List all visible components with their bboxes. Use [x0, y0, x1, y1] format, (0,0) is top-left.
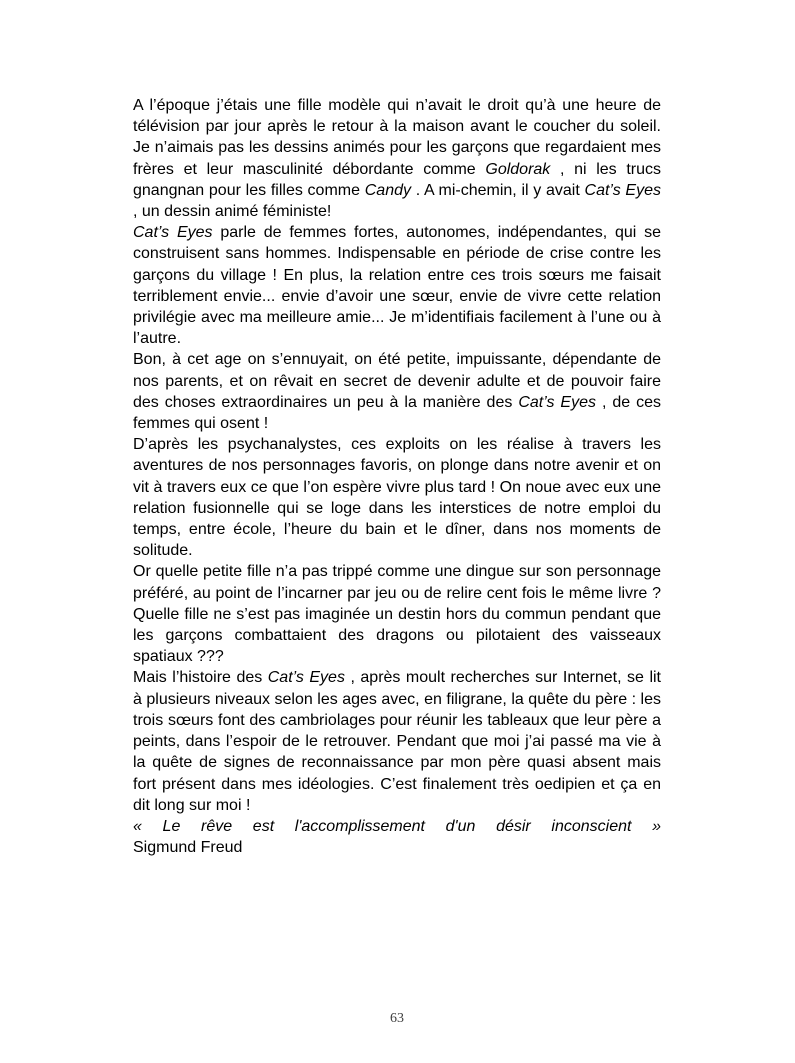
paragraph-5 — [133, 561, 661, 667]
quote-attribution — [133, 837, 661, 858]
text-segment: , de ces femmes qui osent ! — [133, 393, 661, 433]
text-segment: Mais l’histoire des — [133, 669, 268, 687]
italic-text-segment: Cat’s Eyes — [267, 669, 345, 687]
paragraph-2 — [133, 222, 661, 349]
text-segment: Sigmund Freud — [133, 839, 243, 857]
paragraph-3 — [133, 349, 661, 434]
text-segment: , après moult recherches sur Internet, se lit à plusieurs niveaux selon les ages avec, en filigrane, la quête du père : les trois sœurs font des cambriolages pour réunir les tableaux que leur père a peints, dans l’espoir de le retrouver. Pendant que moi j’ai passé ma vie à la quête de signes de reconnaissance par mon père quasi absent mais fort présent dans mes idéologies. C’est finalement très oedipien et ça en dit long sur moi ! — [133, 669, 661, 814]
text-segment: Or quelle petite fille n’a pas trippé comme une dingue sur son personnage préféré, au point de l’incarner par jeu ou de relire cent fois le même livre ? Quelle fille ne s’est pas imaginée un destin hors du commun pendant que les garçons combattaient des dragons ou pilotaient des vaisseaux spatiaux ??? — [133, 563, 661, 666]
paragraph-6 — [133, 667, 661, 815]
italic-text-segment: « Le rêve est l'accomplissement d'un désir inconscient » — [133, 817, 661, 835]
text-segment: parle de femmes fortes, autonomes, indépendantes, qui se construisent sans hommes. Indispensable en période de crise contre les garçons du village ! En plus, la relation entre ces trois sœurs me faisait terriblement envie... envie d’avoir une sœur, envie de vivre cette relation privilégie avec ma meilleure amie... Je m’identifiais facilement à l’une ou à l’autre. — [133, 224, 661, 348]
paragraph-1 — [133, 95, 661, 222]
italic-text-segment: Cat’s Eyes — [133, 224, 213, 242]
italic-text-segment: Cat’s Eyes — [584, 181, 661, 199]
text-segment: . A mi-chemin, il y avait — [410, 181, 585, 199]
italic-text-segment: Goldorak — [485, 160, 551, 178]
text-segment: D’après les psychanalystes, ces exploits on les réalise à travers les aventures de nos personnages favoris, on plonge dans notre avenir et on vit à travers eux ce que l’on espère vivre plus tard ! On noue avec eux une relation fusionnelle qui se loge dans les interstices de notre emploi du temps, entre école, l’heure du bain et le dîner, dans nos moments de solitude. — [133, 436, 661, 560]
quote-line — [133, 816, 661, 837]
page-number: 63 — [390, 1011, 404, 1026]
text-segment: , ni les trucs gnangnan pour les filles comme — [133, 160, 661, 199]
italic-text-segment: Cat’s Eyes — [518, 393, 596, 411]
paragraph-4 — [133, 434, 661, 561]
text-block — [133, 95, 661, 858]
text-segment: A l’époque j’étais une fille modèle qui n’avait le droit qu’à une heure de télévision par jour après le retour à la maison avant le coucher du soleil. Je n’aimais pas les dessins animés pour les garçons que regardaient mes frères et leur masculinité débordante comme — [133, 97, 661, 178]
text-segment: , un dessin animé féministe! — [133, 203, 332, 221]
text-segment: Bon, à cet age on s’ennuyait, on été petite, impuissante, dépendante de nos parents, et on rêvait en secret de devenir adulte et de pouvoir faire des choses extraordinaires un peu à la manière des — [133, 351, 661, 411]
italic-text-segment: Candy — [364, 181, 411, 199]
